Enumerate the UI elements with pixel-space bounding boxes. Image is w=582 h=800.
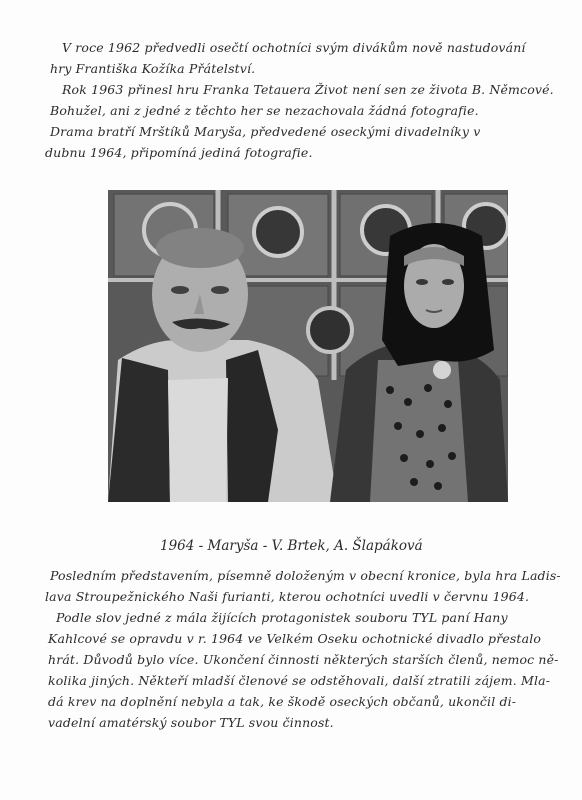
text-line: hrát. Důvodů bylo více. Ukončení činnosti některých starších členů, nemoc ně- (48, 652, 559, 667)
archival-photograph (108, 190, 508, 502)
text-line: Kahlcové se opravdu v r. 1964 ve Velkém Oseku ochotnické divadlo přestalo (48, 631, 542, 646)
text-line: Podle slov jedné z mála žijících protagonistek souboru TYL paní Hany (56, 610, 508, 625)
text-line: dá krev na doplnění nebyla a tak, ke škodě oseckých občanů, ukončil di- (48, 694, 517, 709)
text-line: Bohužel, ani z jedné z těchto her se nezachovala žádná fotografie. (50, 103, 479, 118)
photo-illustration (108, 190, 508, 502)
text-line: vadelní amatérský soubor TYL svou činnost. (48, 715, 334, 730)
text-line: V roce 1962 předvedli osečtí ochotníci svým divákům nově nastudování (62, 40, 526, 55)
text-line: Drama bratří Mrštíků Maryša, předvedené oseckými divadelníky v (50, 124, 481, 139)
text-line: hry Františka Kožíka Přátelství. (50, 61, 256, 76)
text-line: Posledním představením, písemně doloženým v obecní kronice, byla hra Ladis- (50, 568, 561, 583)
photo-caption: 1964 - Maryša - V. Brtek, A. Šlapáková (160, 537, 423, 554)
text-line: lava Stroupežnického Naši furianti, kterou ochotníci uvedli v červnu 1964. (45, 589, 530, 604)
text-line: kolika jiných. Někteří mladší členové se odstěhovali, další ztratili zájem. Mla- (48, 673, 551, 688)
text-line: dubnu 1964, připomíná jediná fotografie. (45, 145, 313, 160)
text-line: Rok 1963 přinesl hru Franka Tetauera Život není sen ze života B. Němcové. (62, 82, 554, 97)
